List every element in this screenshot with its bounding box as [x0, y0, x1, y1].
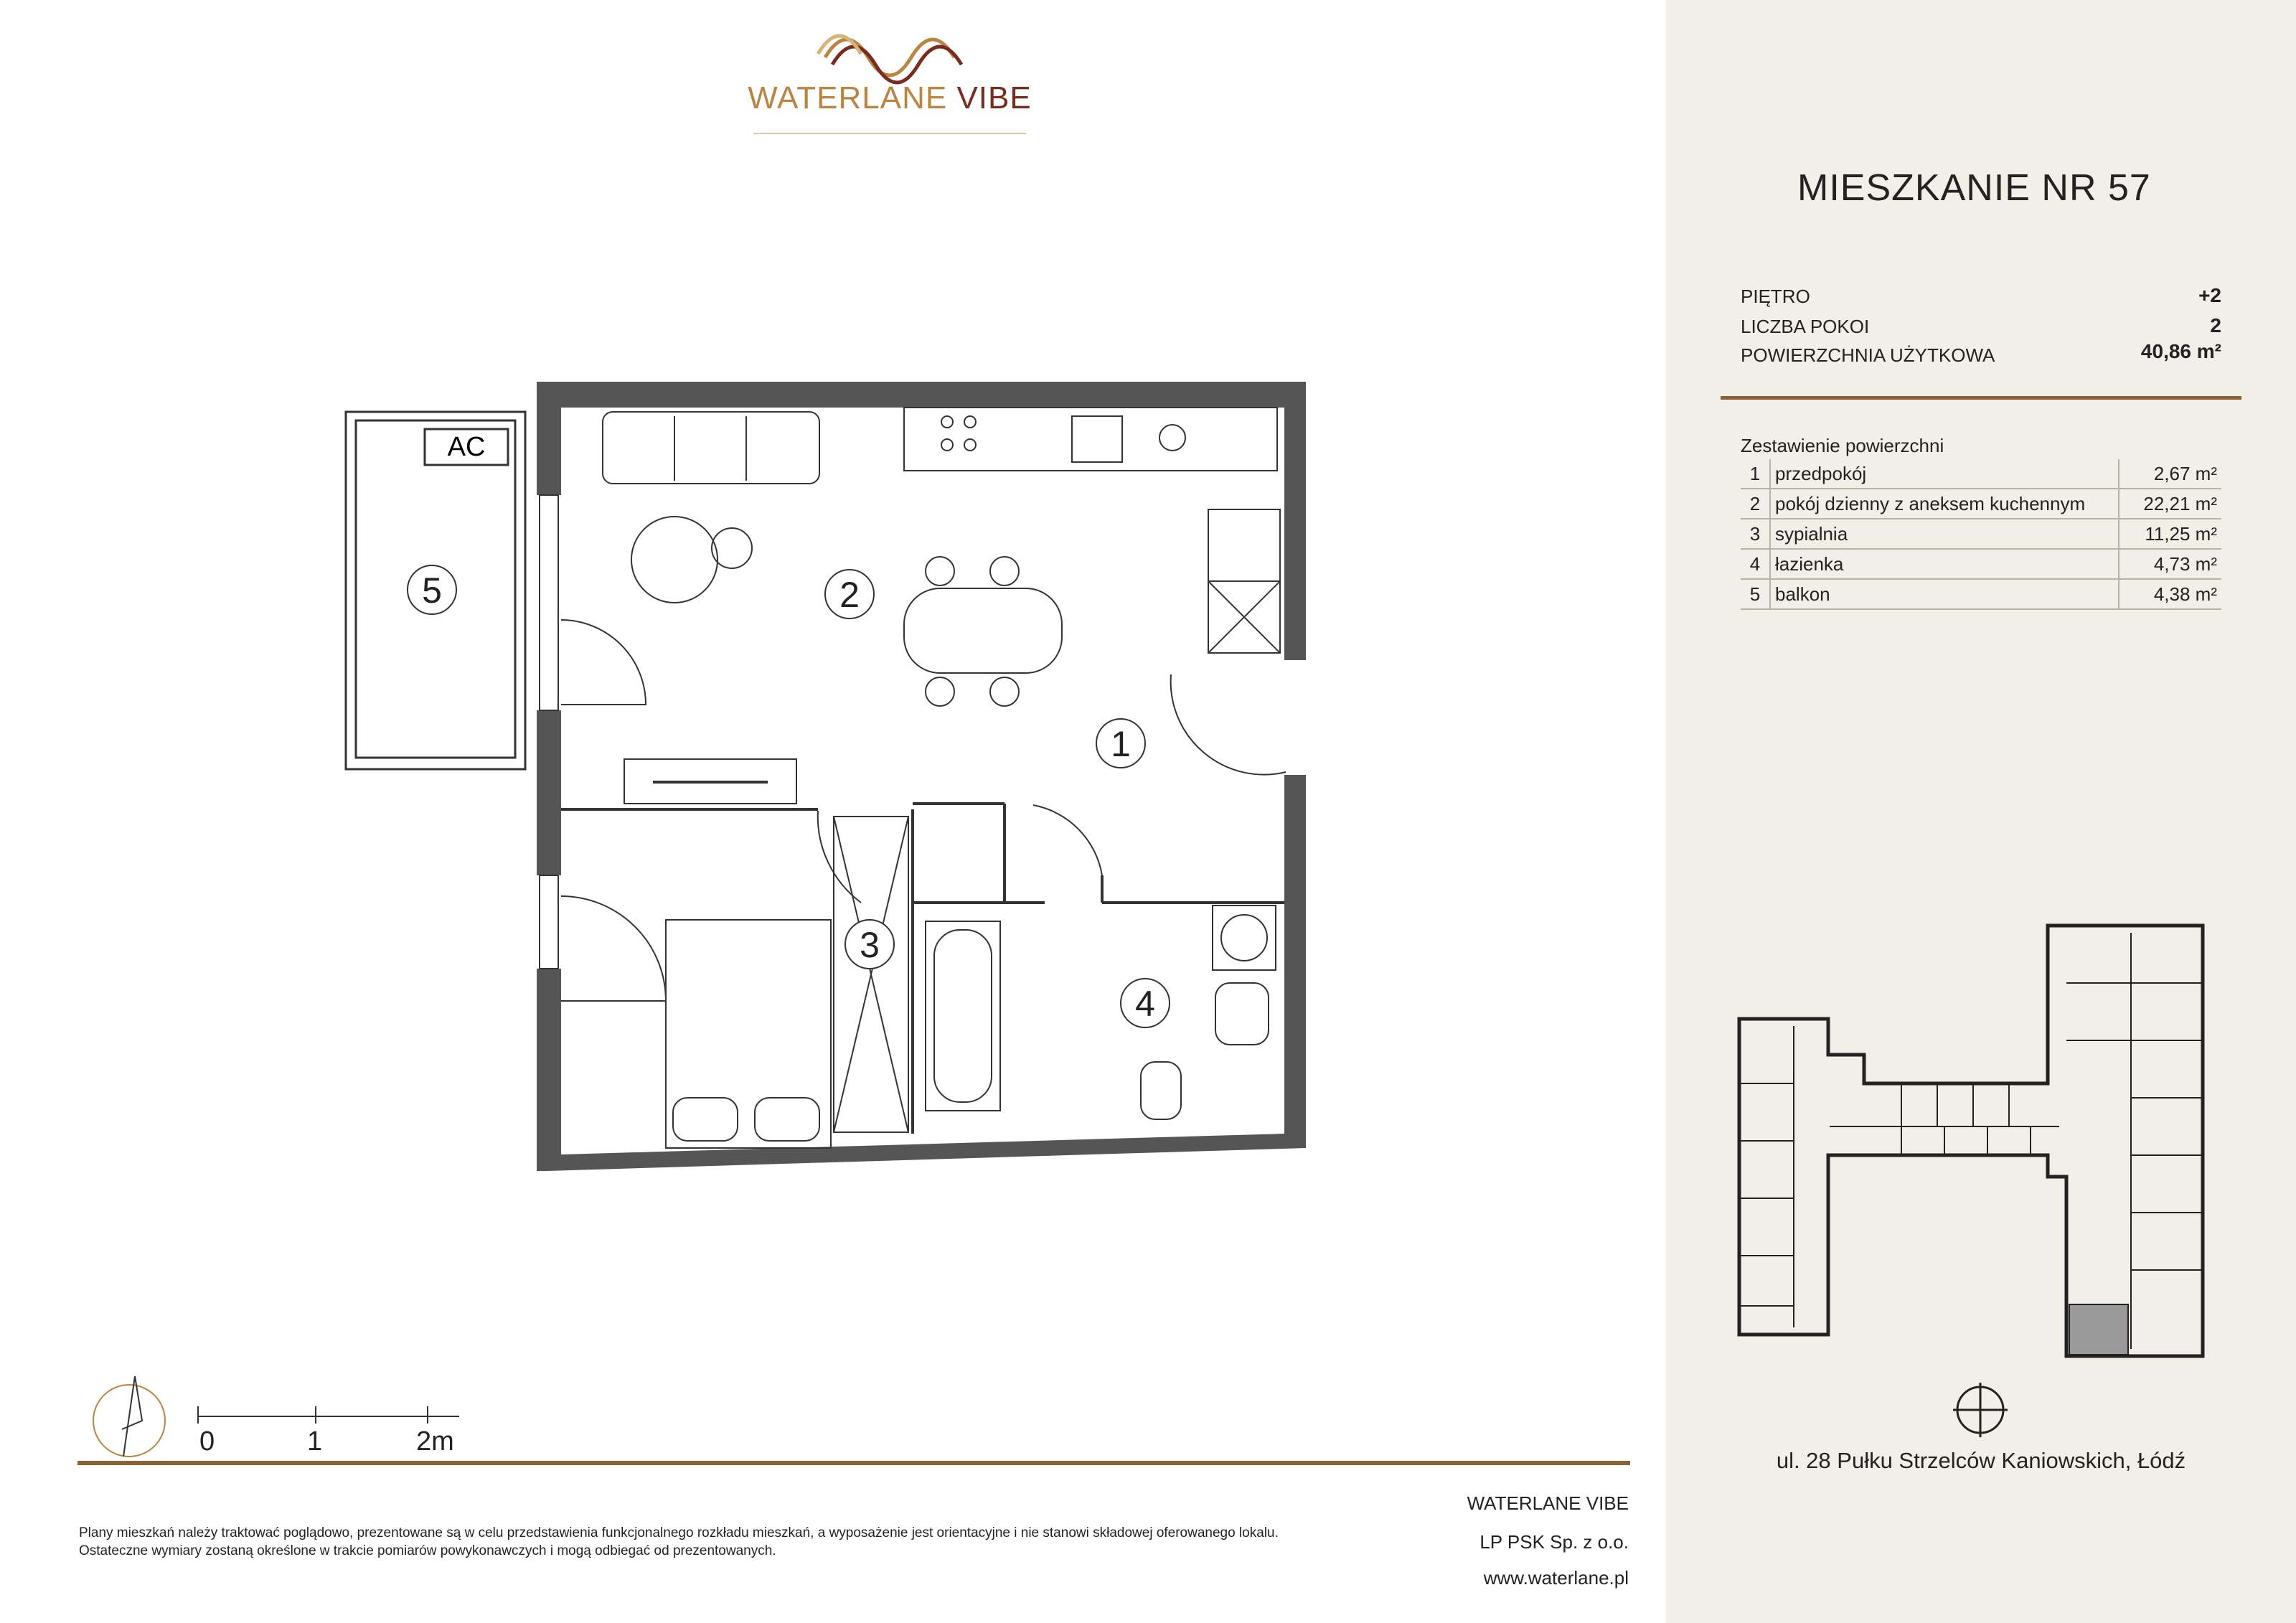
- website-link[interactable]: www.waterlane.pl: [1483, 1567, 1629, 1589]
- table-row: 3 sypialnia 11,25 m²: [1741, 519, 2221, 549]
- bathroom: [926, 905, 1276, 1119]
- ac-label: AC: [447, 432, 486, 462]
- logo-wordmark: WATERLANE VIBE: [748, 80, 1032, 116]
- footer-divider: [77, 1461, 1630, 1465]
- scale-label-2m: 2m: [416, 1426, 454, 1457]
- scale-label-1: 1: [307, 1426, 323, 1457]
- scale-label-0: 0: [199, 1426, 215, 1457]
- floor-plan: [316, 373, 1320, 1191]
- area-label: POWIERZCHNIA UŻYTKOWA: [1741, 344, 1995, 366]
- disclaimer-line-1: Plany mieszkań należy traktować poglądowo, prezentowane są w celu przedstawienia funkcjonalnego rozkładu mieszkań, a wyposażenie jest orientacyjne i nie stanowi składowej oferowanego lokalu.: [79, 1525, 1279, 1540]
- room-number-markers: [408, 565, 1170, 1027]
- floor-value: +2: [2198, 284, 2221, 306]
- walls: [537, 382, 1306, 1171]
- logo-underline: [753, 133, 1026, 134]
- disclaimer-line-2: Ostateczne wymiary zostaną określone w trakcie pomiarów powykonawczych i mogą odbiegać od prezentowanych.: [79, 1543, 776, 1558]
- dining-table: [904, 557, 1062, 706]
- company-name: WATERLANE VIBE: [1467, 1492, 1629, 1514]
- compass-icon: [1952, 1381, 2009, 1439]
- interior-walls: [561, 804, 1284, 1134]
- company-legal-name: LP PSK Sp. z o.o.: [1479, 1531, 1629, 1553]
- areas-table: [1741, 459, 2221, 610]
- room-number-5: 5: [422, 570, 442, 611]
- rooms-value: 2: [2210, 314, 2221, 337]
- areas-table-title: Zestawienie powierzchni: [1741, 435, 1944, 456]
- bed: [666, 920, 831, 1148]
- north-arrow-icon: [86, 1370, 179, 1464]
- area-value: 40,86 m²: [2140, 340, 2221, 362]
- table-row: 1 przedpokój 2,67 m²: [1741, 459, 2221, 489]
- building-address: ul. 28 Pułku Strzelców Kaniowskich, Łódź: [1776, 1448, 2186, 1473]
- building-key-plan: [1729, 918, 2210, 1378]
- apartment-title: MIESZKANIE NR 57: [1797, 167, 2151, 209]
- info-panel: [1666, 0, 2296, 1623]
- rooms-label: LICZBA POKOI: [1741, 316, 1870, 337]
- apartment-highlight: [2069, 1304, 2128, 1355]
- kitchen: [904, 408, 1280, 653]
- room-number-3: 3: [860, 925, 880, 965]
- table-row: 2 pokój dzienny z aneksem kuchennym 22,21 m²: [1741, 489, 2221, 519]
- coffee-table: [631, 517, 752, 603]
- info-divider: [1721, 396, 2241, 400]
- wardrobe: [834, 817, 908, 1132]
- room-number-2: 2: [839, 575, 860, 615]
- table-row: 4 łazienka 4,73 m²: [1741, 549, 2221, 579]
- tv-stand: [624, 759, 796, 804]
- table-row: 5 balkon 4,38 m²: [1741, 579, 2221, 609]
- floor-label: PIĘTRO: [1741, 286, 1810, 307]
- disclaimer: [79, 1524, 1442, 1560]
- room-number-1: 1: [1111, 724, 1131, 764]
- room-number-4: 4: [1135, 984, 1155, 1024]
- sofa: [603, 412, 819, 484]
